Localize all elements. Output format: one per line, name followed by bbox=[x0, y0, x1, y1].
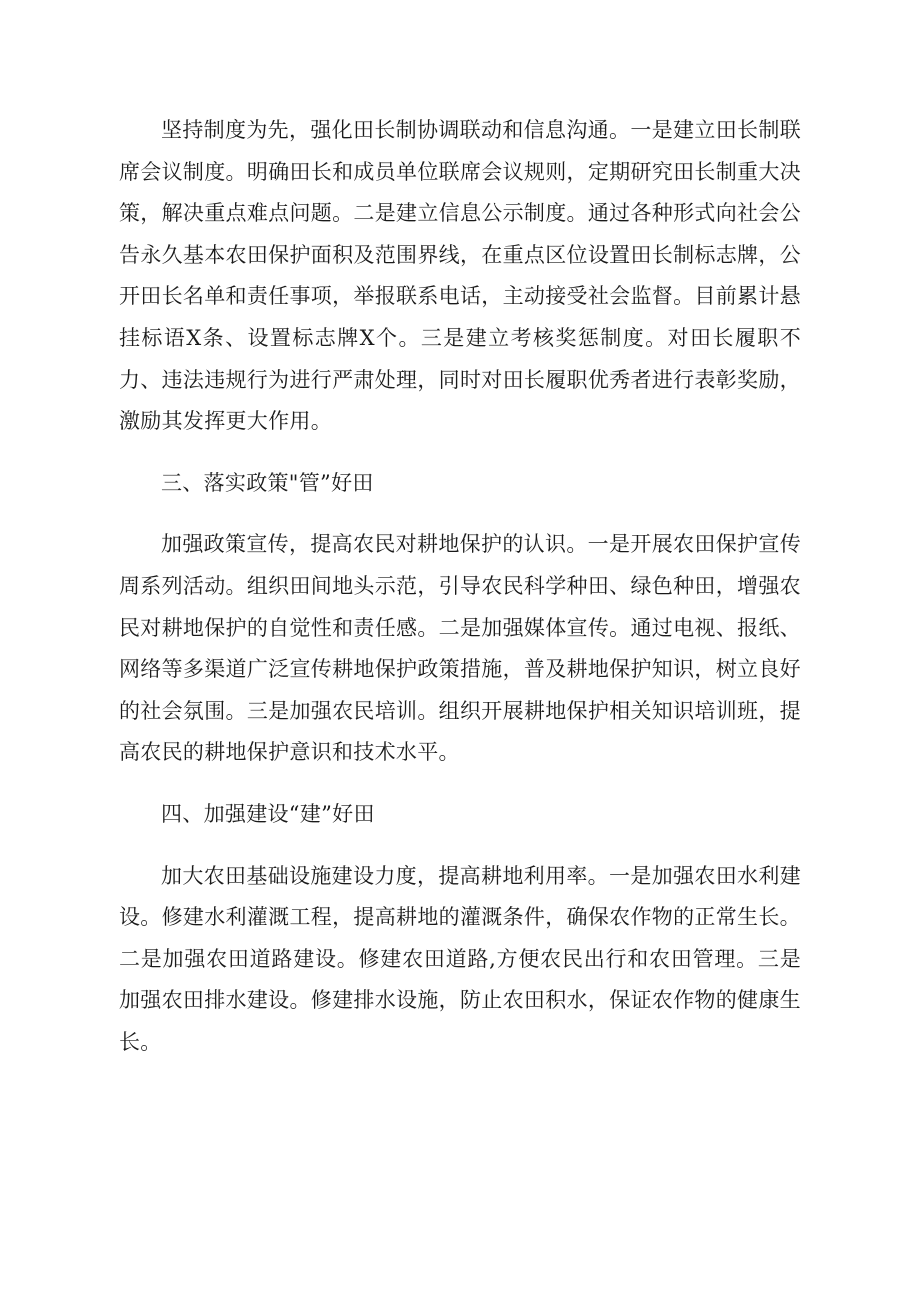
paragraph-gap bbox=[119, 774, 801, 794]
paragraph-system-first: 坚持制度为先，强化田长制协调联动和信息沟通。一是建立田长制联席会议制度。明确田长和成员单位联席会议规则，定期研究田长制重大决策，解决重点难点问题。二是建立信息公示制度。通过各种形式向社会公告永久基本农田保护面积及范围界线，在重点区位设置田长制标志牌，公开田长名单和责任事项，举报联系电话，主动接受社会监督。目前累计悬挂标语X条、设置标志牌X个。三是建立考核奖惩制度。对田长履职不力、违法违规行为进行严肃处理，同时对田长履职优秀者进行表彰奖励，激励其发挥更大作用。 bbox=[119, 118, 801, 434]
paragraph-gap bbox=[119, 836, 801, 856]
paragraph-infrastructure: 加大农田基础设施建设力度，提高耕地利用率。一是加强农田水利建设。修建水利灌溉工程，提高耕地的灌溉条件，确保农作物的正常生长。二是加强农田道路建设。修建农田道路,方便农民出行和农田管理。三是加强农田排水建设。修建排水设施，防止农田积水，保证农作物的健康生长。 bbox=[119, 863, 801, 1054]
document-body bbox=[119, 110, 801, 1063]
section-heading-policy: 三、落实政策"管”好田 bbox=[161, 470, 374, 495]
section-heading-construction: 四、加强建设“建”好田 bbox=[161, 801, 375, 826]
paragraph-gap bbox=[119, 443, 801, 463]
paragraph-policy-publicity: 加强政策宣传，提高农民对耕地保护的认识。一是开展农田保护宣传周系列活动。组织田间地头示范，引导农民科学种田、绿色种田，增强农民对耕地保护的自觉性和责任感。二是加强媒体宣传。通过电视、报纸、网络等多渠道广泛宣传耕地保护政策措施，普及耕地保护知识，树立良好的社会氛围。三是加强农民培训。组织开展耕地保护相关知识培训班，提高农民的耕地保护意识和技术水平。 bbox=[119, 532, 801, 765]
paragraph-gap bbox=[119, 504, 801, 524]
